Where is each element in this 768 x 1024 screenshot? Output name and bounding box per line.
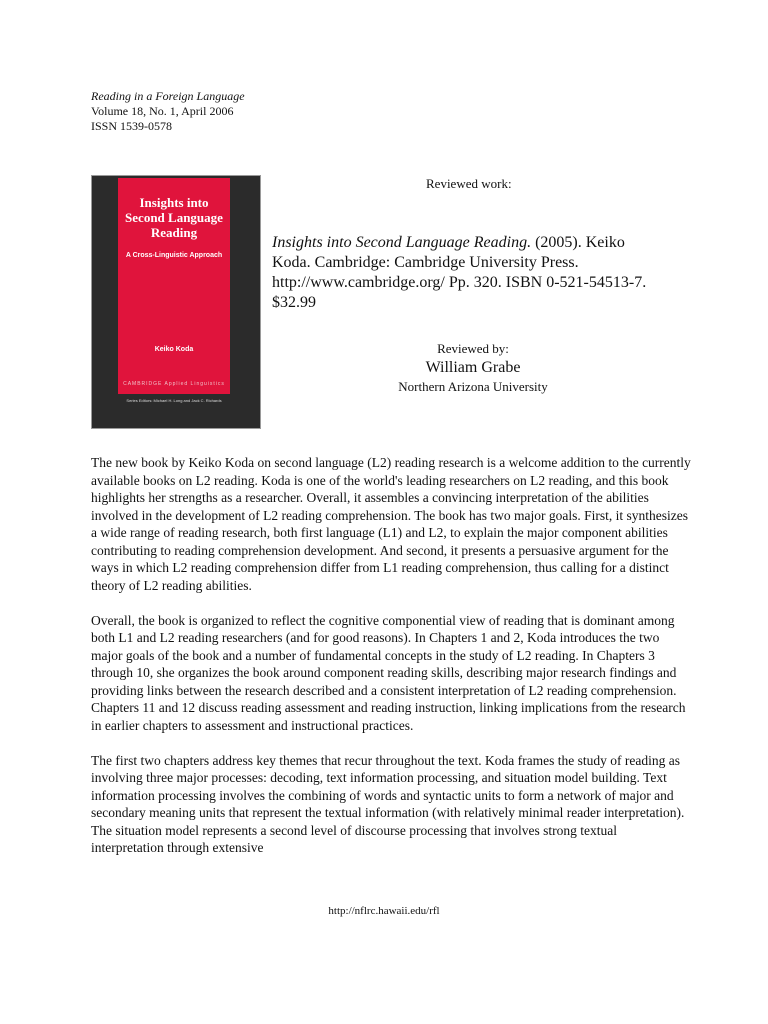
citation-details: (2005). Keiko Koda. Cambridge: Cambridge University Press. http://www.cambridge.org/ Pp. 320. ISBN 0-521-54513-7. $32.99: [272, 234, 647, 311]
reviewed-work-label: Reviewed work:: [426, 176, 512, 191]
paragraph: The first two chapters address key themes that recur throughout the text. Koda frames the study of reading as involving three major processes: decoding, text information processing, and situation model building. Text information processing involves the combining of words and syntactic units to form a network of major and secondary meaning units that represent the textual information (with relatively minimal reader interpretation). The situation model represents a second level of discourse processing that involves strong textual interpretation through extensive: [91, 752, 685, 855]
book-title: Insights into Second Language Reading.: [272, 234, 532, 251]
footer-url: http://nflrc.hawaii.edu/rfl: [328, 905, 440, 917]
reviewed-by-label: Reviewed by:: [437, 341, 509, 356]
cover-subtitle: A Cross-Linguistic Approach: [125, 252, 223, 259]
journal-name: Reading in a Foreign Language: [91, 89, 245, 103]
book-cover-image: [91, 175, 261, 429]
review-body: [91, 454, 691, 874]
issn: ISSN 1539-0578: [91, 119, 173, 133]
cover-series: CAMBRIDGE Applied Linguistics: [123, 381, 225, 387]
cover-red-panel: [118, 178, 230, 394]
paragraph: Overall, the book is organized to reflect the cognitive componential view of reading that is dominant among both L1 and L2 reading researchers (and for good reasons). In Chapters 1 and 2, Koda introduces the two major goals of the book and a number of fundamental concepts in the study of L2 reading. In Chapters 3 through 10, she organizes the book around component reading skills, describing major research findings and providing links between the research described and a consistent interpretation of L2 reading comprehension. Chapters 11 and 12 discuss reading assessment and reading instruction, linking implications from the research in earlier chapters to assessment and instructional practices.: [91, 612, 686, 733]
cover-title: Insights into Second Language Reading: [125, 195, 223, 240]
reviewer-affiliation: Northern Arizona University: [398, 379, 548, 394]
volume-issue: Volume 18, No. 1, April 2006: [91, 104, 234, 118]
cover-author: Keiko Koda: [154, 346, 194, 353]
paragraph: The new book by Keiko Koda on second language (L2) reading research is a welcome addition to the currently available books on L2 reading. Koda is one of the world's leading researchers on L2 reading, and this book highlights her strengths as a researcher. Overall, it assembles a convincing interpretation of the abilities involved in the development of L2 reading comprehension. The book has two major goals. First, it synthesizes a wide range of reading research, both first language (L1) and L2, to explain the major component abilities contributing to reading comprehension development. And second, it presents a persuasive argument for the ways in which L2 reading comprehension differ from L1 reading comprehension, thus calling for a distinct theory of L2 reading abilities.: [91, 455, 691, 593]
reviewer-name: William Grabe: [425, 359, 521, 376]
book-citation: [272, 233, 652, 313]
cover-editors: Series Editors: Michael H. Long and Jack C. Richards: [126, 398, 222, 403]
journal-header: [91, 89, 245, 134]
